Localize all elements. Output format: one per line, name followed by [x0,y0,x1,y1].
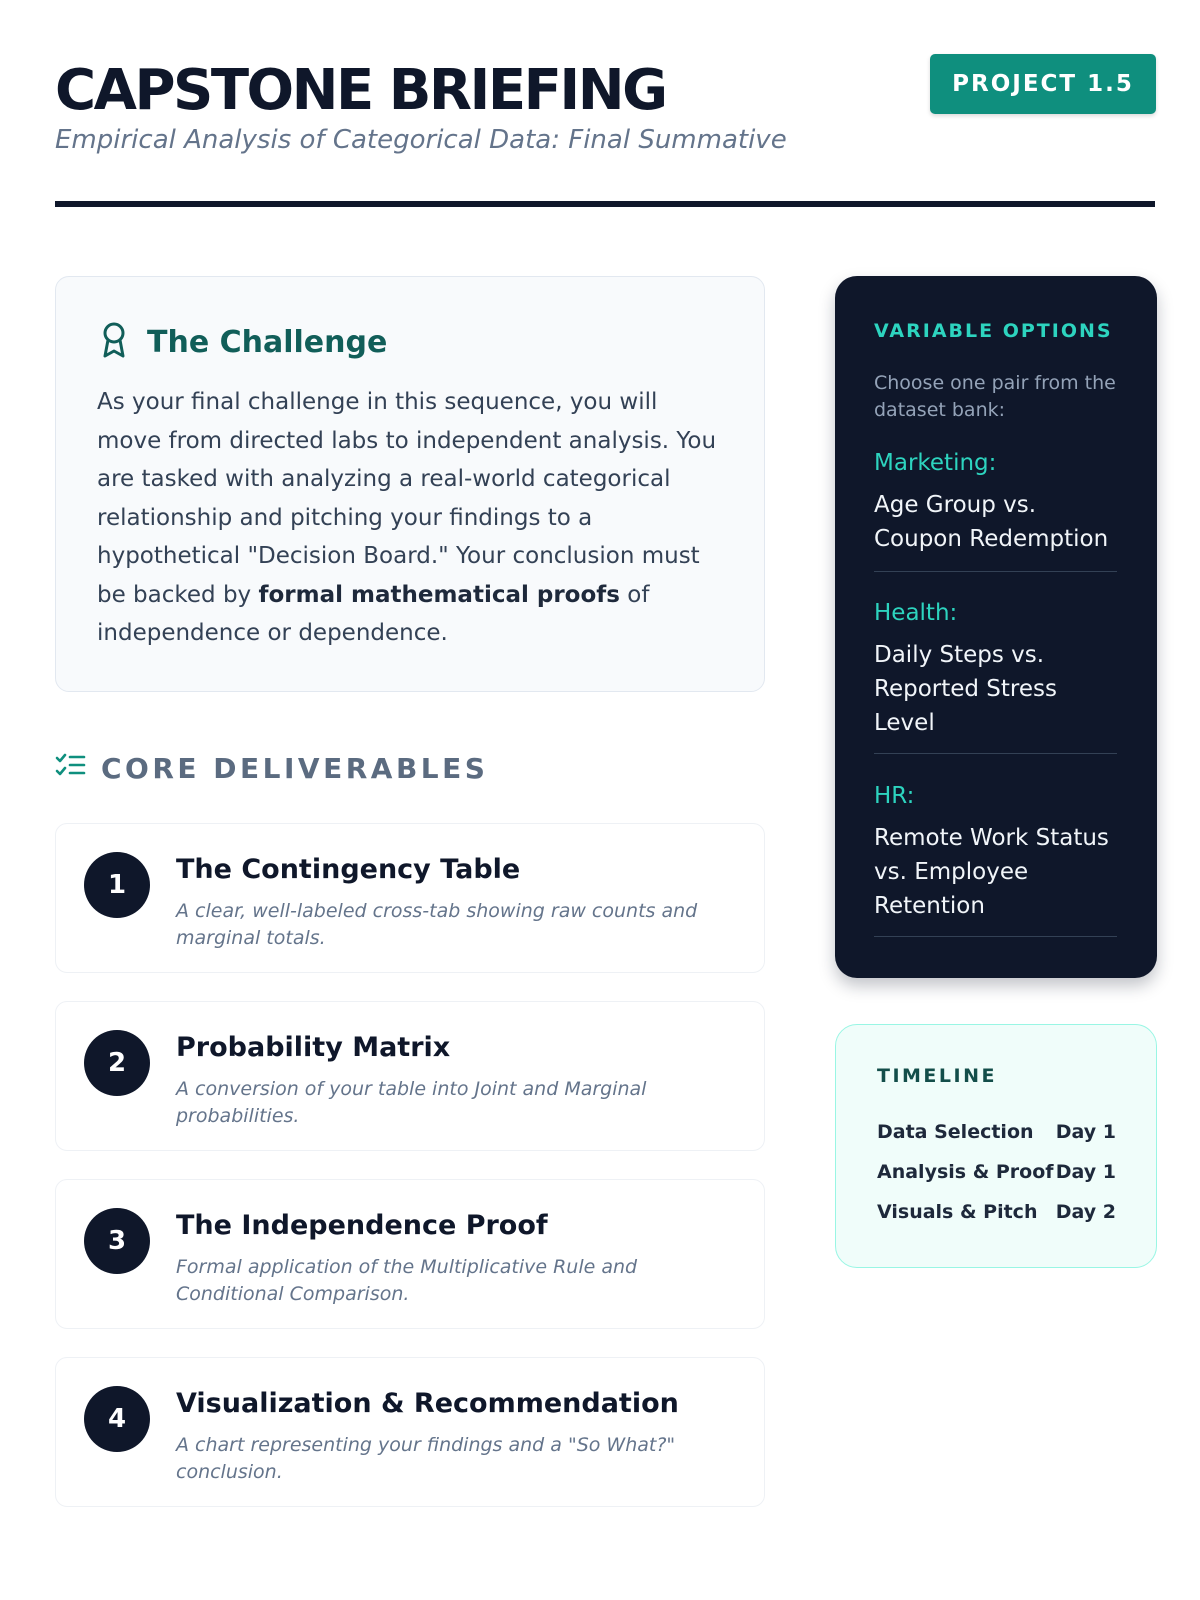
variable-option [874,781,1117,937]
deliverable-title: The Contingency Table [176,854,521,885]
timeline-day: Day 2 [1055,1201,1116,1223]
deliverable-number: 3 [84,1208,150,1274]
project-badge: PROJECT 1.5 [930,54,1156,114]
deliverables-header [55,752,488,785]
timeline-day: Day 1 [1055,1121,1116,1143]
timeline-row [877,1201,1116,1223]
deliverable-description: A chart representing your findings and a "So What?" conclusion. [176,1434,676,1483]
deliverable-title: Probability Matrix [176,1032,451,1063]
award-ribbon-icon [99,321,129,364]
deliverable-title: The Independence Proof [176,1210,548,1241]
variable-options-intro: Choose one pair from the dataset bank: [874,372,1116,421]
variable-option-value: Daily Steps vs. Reported Stress Level [874,642,1057,736]
variable-options-heading: VARIABLE OPTIONS [874,320,1113,342]
timeline-row [877,1161,1116,1183]
deliverable-card [55,1357,765,1507]
variable-option [874,598,1117,754]
timeline-task: Analysis & Proof [877,1161,1054,1183]
deliverable-card [55,1001,765,1151]
variable-option [874,448,1117,572]
deliverable-card [55,1179,765,1329]
page-header [55,52,1155,212]
deliverable-description: A clear, well-labeled cross-tab showing raw counts and marginal totals. [176,900,698,949]
variable-option-label: Marketing: [874,450,997,476]
variable-option-label: HR: [874,783,915,809]
deliverable-description: Formal application of the Multiplicative Rule and Conditional Comparison. [176,1256,638,1305]
challenge-text [97,383,727,653]
challenge-title: The Challenge [147,325,388,360]
timeline-day: Day 1 [1055,1161,1116,1183]
variable-option-value: Remote Work Status vs. Employee Retention [874,825,1109,919]
checklist-icon [55,752,87,785]
deliverable-card [55,823,765,973]
timeline-heading: TIMELINE [877,1065,997,1087]
deliverable-title: Visualization & Recommendation [176,1388,679,1419]
page-title: CAPSTONE BRIEFING [55,58,666,123]
timeline-row [877,1121,1116,1143]
timeline-task: Data Selection [877,1121,1034,1143]
challenge-text-emphasis: formal mathematical proofs [258,581,620,608]
challenge-text-part: As your final challenge in this sequence, you will move from directed labs to independent analysis. You are tasked with analyzing a real-world categorical relationship and pitching your findings to a hypothetical "Decision Board." Your conclusion must be backed by [97,389,717,608]
page-subtitle: Empirical Analysis of Categorical Data: Final Summative [55,125,787,155]
variable-options-panel [835,276,1157,978]
deliverable-description: A conversion of your table into Joint and Marginal probabilities. [176,1078,647,1127]
deliverable-number: 4 [84,1386,150,1452]
deliverable-number: 1 [84,852,150,918]
timeline-box [835,1024,1157,1268]
deliverables-heading: CORE DELIVERABLES [101,752,489,785]
challenge-header [99,321,387,364]
variable-option-label: Health: [874,600,958,626]
challenge-text-part: of independence or dependence. [97,581,650,646]
timeline-task: Visuals & Pitch [877,1201,1038,1223]
challenge-box [55,276,765,692]
deliverable-number: 2 [84,1030,150,1096]
header-divider [55,201,1155,207]
variable-option-value: Age Group vs. Coupon Redemption [874,492,1109,552]
